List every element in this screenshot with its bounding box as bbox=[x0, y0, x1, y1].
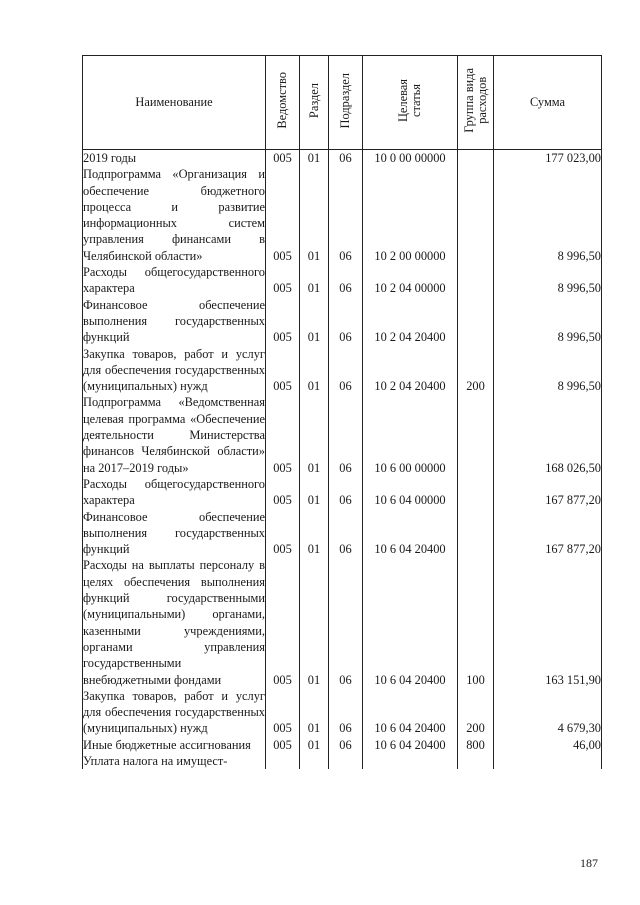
row-target bbox=[363, 753, 458, 769]
row-name: Расходы общегосударственного характера bbox=[83, 265, 265, 296]
table-row bbox=[83, 737, 602, 753]
row-section: 01 bbox=[300, 346, 329, 395]
row-expense-group bbox=[458, 166, 494, 264]
row-subsection: 06 bbox=[329, 476, 363, 509]
row-name: Иные бюджетные ассигнования bbox=[83, 737, 266, 753]
row-expense-group bbox=[458, 753, 494, 769]
row-section: 01 bbox=[300, 150, 329, 167]
row-target: 10 2 00 00000 bbox=[363, 166, 458, 264]
row-subsection: 06 bbox=[329, 394, 363, 475]
row-section: 01 bbox=[300, 737, 329, 753]
row-target: 10 2 04 20400 bbox=[363, 297, 458, 346]
table-row bbox=[83, 476, 602, 509]
table-row bbox=[83, 394, 602, 475]
table-row bbox=[83, 297, 602, 346]
row-name: Финансовое обеспечение выполнения государственных функций bbox=[83, 509, 265, 557]
table-row bbox=[83, 509, 602, 558]
table-row bbox=[83, 264, 602, 297]
row-target: 10 6 04 20400 bbox=[363, 557, 458, 687]
row-expense-group bbox=[458, 509, 494, 558]
row-sum: 8 996,50 bbox=[494, 264, 602, 297]
row-target: 10 6 04 00000 bbox=[363, 476, 458, 509]
row-section: 01 bbox=[300, 509, 329, 558]
row-subsection: 06 bbox=[329, 557, 363, 687]
row-dept: 005 bbox=[266, 394, 300, 475]
header-section: Раздел bbox=[300, 56, 329, 150]
row-subsection: 06 bbox=[329, 150, 363, 167]
row-target: 10 6 00 00000 bbox=[363, 394, 458, 475]
row-expense-group bbox=[458, 264, 494, 297]
row-section: 01 bbox=[300, 264, 329, 297]
row-expense-group: 200 bbox=[458, 688, 494, 737]
row-section: 01 bbox=[300, 297, 329, 346]
row-sum: 167 877,20 bbox=[494, 509, 602, 558]
row-expense-group: 200 bbox=[458, 346, 494, 395]
header-expense-group: Группа вида расходов bbox=[458, 56, 494, 150]
row-sum: 8 996,50 bbox=[494, 166, 602, 264]
row-expense-group bbox=[458, 297, 494, 346]
table-body bbox=[83, 150, 602, 770]
table-row bbox=[83, 166, 602, 264]
row-sum: 46,00 bbox=[494, 737, 602, 753]
row-dept: 005 bbox=[266, 297, 300, 346]
row-sum: 8 996,50 bbox=[494, 297, 602, 346]
page-number: 187 bbox=[580, 856, 598, 870]
row-dept: 005 bbox=[266, 509, 300, 558]
row-subsection: 06 bbox=[329, 264, 363, 297]
row-sum: 168 026,50 bbox=[494, 394, 602, 475]
table-row bbox=[83, 150, 602, 167]
row-section: 01 bbox=[300, 557, 329, 687]
row-subsection bbox=[329, 753, 363, 769]
header-subsection: Подраздел bbox=[329, 56, 363, 150]
row-dept: 005 bbox=[266, 557, 300, 687]
table-row bbox=[83, 688, 602, 737]
row-section: 01 bbox=[300, 476, 329, 509]
table-row bbox=[83, 753, 602, 769]
row-target: 10 2 04 00000 bbox=[363, 264, 458, 297]
row-name: Расходы общегосударственного характера bbox=[83, 476, 265, 508]
table-row bbox=[83, 346, 602, 395]
row-sum: 8 996,50 bbox=[494, 346, 602, 395]
row-section: 01 bbox=[300, 394, 329, 475]
row-name: Подпрограмма «Организация и обеспечение бюджетного процесса и развитие информационных систем управления финансами в Челябинской области» bbox=[83, 167, 265, 263]
row-dept: 005 bbox=[266, 166, 300, 264]
row-expense-group bbox=[458, 476, 494, 509]
row-dept: 005 bbox=[266, 346, 300, 395]
row-expense-group bbox=[458, 150, 494, 167]
row-subsection: 06 bbox=[329, 509, 363, 558]
row-name: Финансовое обеспечение выполнения государственных функций bbox=[83, 297, 265, 345]
row-expense-group bbox=[458, 394, 494, 475]
table-row bbox=[83, 557, 602, 687]
header-target: Целевая статья bbox=[363, 56, 458, 150]
row-subsection: 06 bbox=[329, 737, 363, 753]
row-name: Уплата налога на имущест- bbox=[83, 753, 266, 769]
row-target: 10 6 04 20400 bbox=[363, 509, 458, 558]
row-name: Расходы на выплаты персоналу в целях обеспечения выполнения функций государственными (муниципальными) органами, казенными учреждениями, органами управления государственными внебюджетными фондами bbox=[83, 558, 265, 687]
table-header-row bbox=[83, 56, 602, 150]
row-target: 10 6 04 20400 bbox=[363, 688, 458, 737]
row-subsection: 06 bbox=[329, 166, 363, 264]
row-sum: 167 877,20 bbox=[494, 476, 602, 509]
row-dept: 005 bbox=[266, 150, 300, 167]
row-section: 01 bbox=[300, 166, 329, 264]
row-sum: 4 679,30 bbox=[494, 688, 602, 737]
row-expense-group: 800 bbox=[458, 737, 494, 753]
row-name: 2019 годы bbox=[83, 150, 266, 167]
row-subsection: 06 bbox=[329, 346, 363, 395]
row-name: Закупка товаров, работ и услуг для обеспечения государственных (муниципальных) нужд bbox=[83, 346, 265, 394]
header-sum: Сумма bbox=[494, 56, 602, 150]
row-sum: 177 023,00 bbox=[494, 150, 602, 167]
row-dept: 005 bbox=[266, 476, 300, 509]
row-sum bbox=[494, 753, 602, 769]
row-target: 10 0 00 00000 bbox=[363, 150, 458, 167]
row-name: Закупка товаров, работ и услуг для обеспечения государственных (муниципальных) нужд bbox=[83, 688, 265, 736]
row-expense-group: 100 bbox=[458, 557, 494, 687]
row-sum: 163 151,90 bbox=[494, 557, 602, 687]
header-name: Наименование bbox=[83, 56, 266, 150]
row-dept: 005 bbox=[266, 264, 300, 297]
row-dept: 005 bbox=[266, 688, 300, 737]
budget-table bbox=[82, 55, 602, 769]
row-target: 10 6 04 20400 bbox=[363, 737, 458, 753]
row-dept: 005 bbox=[266, 737, 300, 753]
row-section: 01 bbox=[300, 688, 329, 737]
row-subsection: 06 bbox=[329, 297, 363, 346]
row-name: Подпрограмма «Ведомственная целевая программа «Обеспечение деятельности Министерства финансов Челябинской области» на 2017–2019 годы» bbox=[83, 395, 265, 475]
row-section bbox=[300, 753, 329, 769]
header-dept: Ведомство bbox=[266, 56, 300, 150]
row-target: 10 2 04 20400 bbox=[363, 346, 458, 395]
row-dept bbox=[266, 753, 300, 769]
row-subsection: 06 bbox=[329, 688, 363, 737]
